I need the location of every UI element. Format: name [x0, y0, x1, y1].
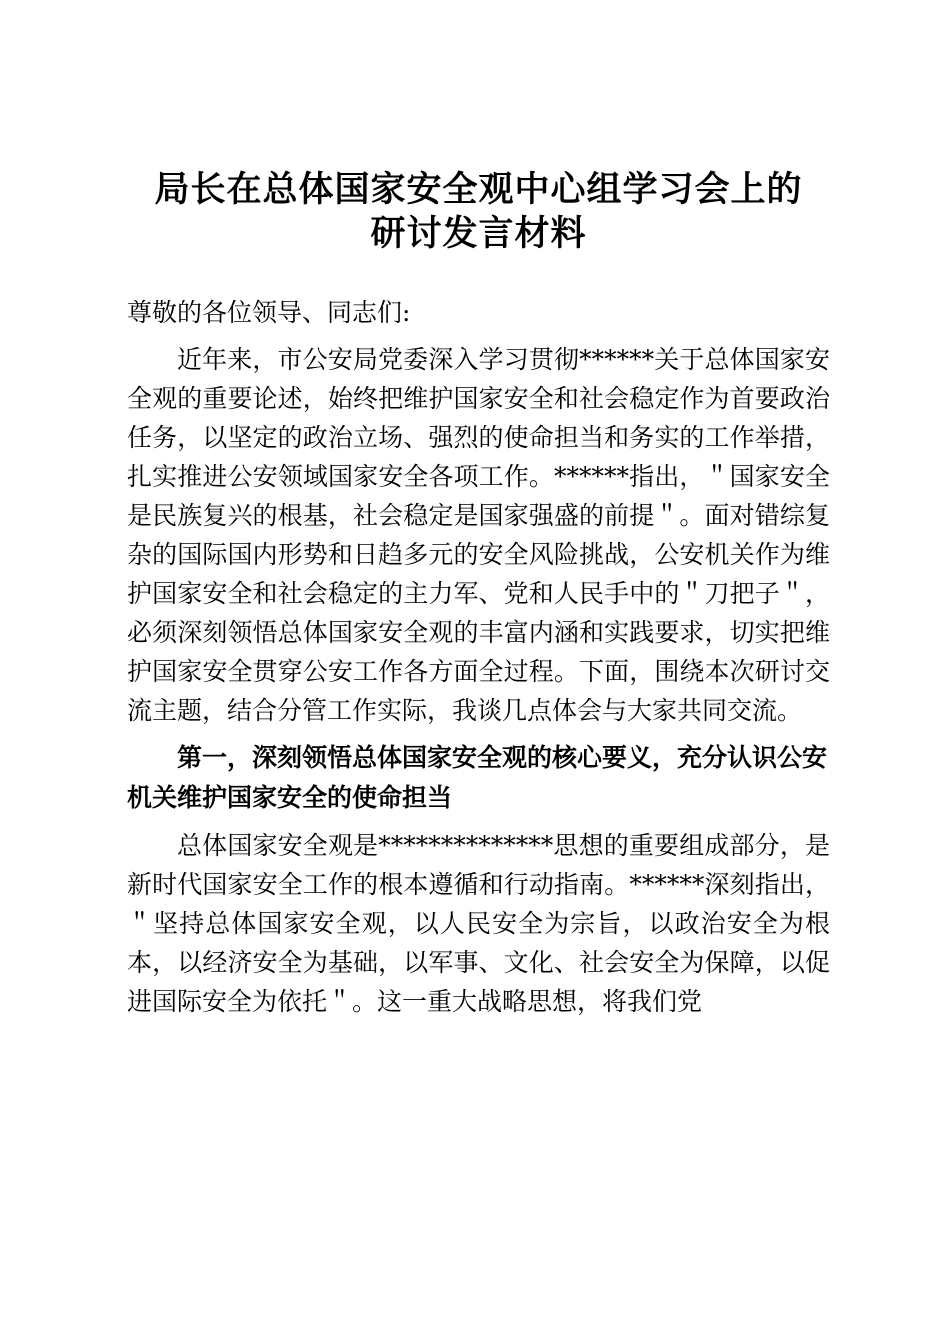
title-line-1: 局长在总体国家安全观中心组学习会上的: [154, 169, 803, 210]
salutation: 尊敬的各位领导、同志们:: [127, 298, 411, 327]
document-title: [127, 168, 830, 256]
section-heading-1: 第一，深刻领悟总体国家安全观的核心要义，充分认识公安机关维护国家安全的使命担当: [127, 743, 828, 812]
intro-paragraph: 近年来，市公安局党委深入学习贯彻******关于总体国家安全观的重要论述，始终把维护国家安全和社会稳定作为首要政治任务，以坚定的政治立场、强烈的使命担当和务实的工作举措，扎实推进公安领域国家安全各项工作。******指出，＂国家安全是民族复兴的根基，社会稳定是国家强盛的前提＂。面对错综复杂的国际国内形势和日趋多元的安全风险挑战，公安机关作为维护国家安全和社会稳定的主力军、党和人民手中的＂刀把子＂，必须深刻领悟总体国家安全观的丰富内涵和实践要求，切实把维护国家安全贯穿公安工作各方面全过程。下面，围绕本次研讨交流主题，结合分管工作实际，我谈几点体会与大家共同交流。: [127, 345, 830, 725]
title-line-2: 研讨发言材料: [370, 213, 587, 254]
section-1-paragraph: 总体国家安全观是**************思想的重要组成部分，是新时代国家安全工作的根本遵循和行动指南。******深刻指出，＂坚持总体国家安全观，以人民安全为宗旨，以政治安全为根本，以经济安全为基础，以军事、文化、社会安全为保障，以促进国际安全为依托＂。这一重大战略思想，将我们党: [127, 831, 830, 1016]
